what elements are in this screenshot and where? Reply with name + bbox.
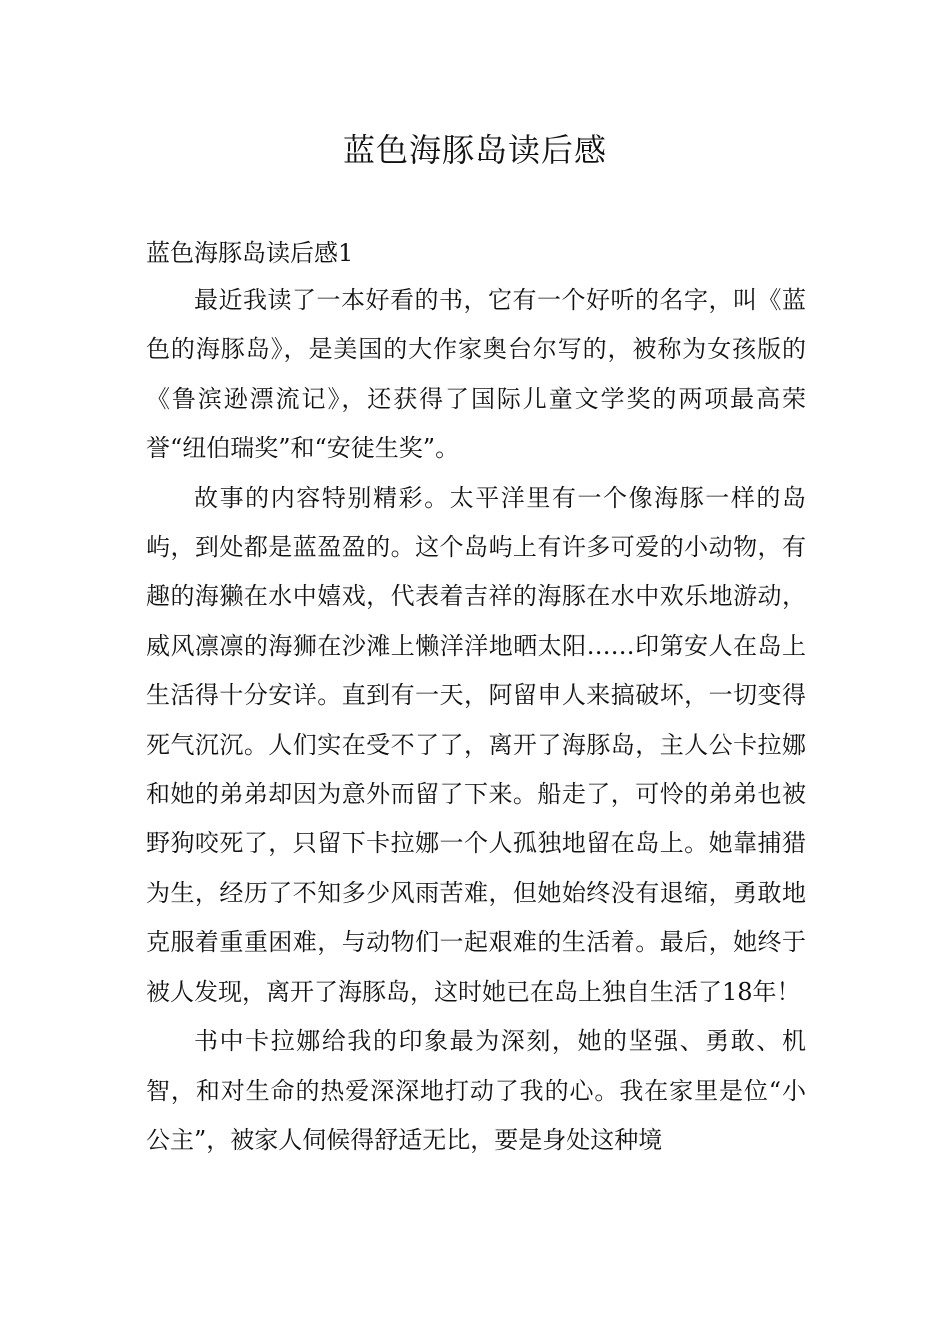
- paragraph-3: 书中卡拉娜给我的印象最为深刻，她的坚强、勇敢、机智，和对生命的热爱深深地打动了我的心。我在家里是位“小公主”，被家人伺候得舒适无比，要是身处这种境: [146, 1027, 806, 1154]
- document-title: 蓝色海豚岛读后感: [342, 131, 607, 169]
- paragraph-1: 最近我读了一本好看的书，它有一个好听的名字，叫《蓝色的海豚岛》，是美国的大作家奥台尔写的，被称为女孩版的《鲁滨逊漂流记》，还获得了国际儿童文学奖的两项最高荣誉“纽伯瑞奖”和“安徒生奖”。: [146, 286, 806, 463]
- paragraph-2: 故事的内容特别精彩。太平洋里有一个像海豚一样的岛屿，到处都是蓝盈盈的。这个岛屿上有许多可爱的小动物，有趣的海獭在水中嬉戏，代表着吉祥的海豚在水中欢乐地游动，威风凛凛的海狮在沙滩上懒洋洋地晒太阳……印第安人在岛上生活得十分安详。直到有一天，阿留申人来搞破坏，一切变得死气沉沉。人们实在受不了了，离开了海豚岛，主人公卡拉娜和她的弟弟却因为意外而留了下来。船走了，可怜的弟弟也被野狗咬死了，只留下卡拉娜一个人孤独地留在岛上。她靠捕猎为生，经历了不知多少风雨苦难，但她始终没有退缩，勇敢地克服着重重困难，与动物们一起艰难的生活着。最后，她终于被人发现，离开了海豚岛，这时她已在岛上独自生活了18年！: [146, 483, 806, 1006]
- body-text: [146, 276, 806, 1165]
- section-heading: 蓝色海豚岛读后感1: [146, 239, 354, 267]
